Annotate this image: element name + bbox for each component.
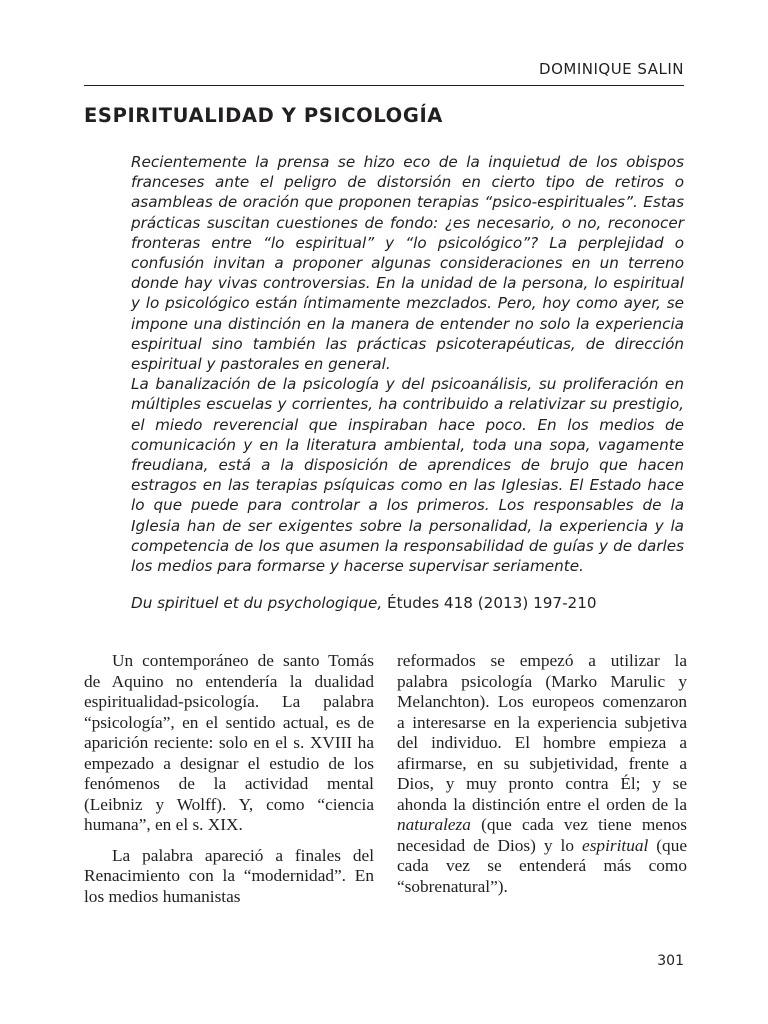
page-number: 301	[657, 953, 684, 969]
abstract-paragraph: Recientemente la prensa se hizo eco de la inquietud de los obispos franceses ante el peligro de distorsión en cierto tipo de retiros o asambleas de oración que proponen terapias “psico-espirituales”. Estas prácticas suscitan cuestiones de fondo: ¿es necesario, o no, reconocer fronteras entre “lo espiritual” y “lo psicológico”? La perplejidad o confusión invitan a proponer algunas consideraciones en un terreno donde hay vivas controversias. En la unidad de la persona, lo espiritual y lo psicológico están íntimamente mezclados. Pero, hoy como ayer, se impone una distinción en la manera de entender no solo la experiencia espiritual sino también las prácticas psicoterapéuticas, de dirección espiritual y pastorales en general.	[131, 153, 684, 374]
header-rule	[84, 85, 684, 86]
body-text: reformados se empezó a utilizar la palabra psicología (Marko Marulic y Melanchton). Los europeos comenzaron a interesarse en la experiencia subjetiva del individuo. El hombre empieza a afirmarse, en su subjetividad, frente a Dios, y muy pronto contra Él; y se ahonda la distinción entre el orden de la	[397, 651, 687, 814]
body-column-left	[84, 651, 374, 907]
emphasis-espiritual: espiritual	[582, 835, 649, 855]
article-title: ESPIRITUALIDAD Y PSICOLOGÍA	[84, 104, 443, 127]
source-title: Du spirituel et du psychologique,	[131, 594, 383, 612]
running-header-author: DOMINIQUE SALIN	[539, 60, 684, 78]
source-citation	[131, 594, 597, 612]
body-text: (que cada vez se entenderá más como “sobrenatural”).	[397, 835, 688, 896]
body-paragraph: Un contemporáneo de santo Tomás de Aquino no entendería la dualidad espiritualidad-psicología. La palabra “psicología”, en el sentido actual, es de aparición reciente: solo en el s. XVIII ha empezado a designar el estudio de los fenómenos de la actividad mental (Leibniz y Wolff). Y, como “ciencia humana”, en el s. XIX.	[84, 651, 374, 834]
abstract-paragraph: La banalización de la psicología y del psicoanálisis, su proliferación en múltiples escuelas y corrientes, ha contribuido a relativizar su prestigio, el miedo reverencial que inspiraban hace poco. En los medios de comunicación y en la literatura ambiental, toda una sopa, vagamente freudiana, está a la disposición de aprendices de brujo que hacen estragos en las terapias psíquicas como en las Iglesias. El Estado hace lo que puede para controlar a los primeros. Los responsables de la Iglesia han de ser exigentes sobre la personalidad, la experiencia y la competencia de los que asumen la responsabilidad de guías y de darles los medios para formarse y hacerse supervisar seriamente.	[131, 375, 684, 576]
body-text: (que cada vez tiene menos necesidad de Dios) y lo	[397, 815, 687, 855]
body-column-right	[397, 651, 687, 897]
source-reference: Études 418 (2013) 197-210	[387, 594, 597, 612]
body-paragraph	[397, 651, 687, 897]
emphasis-naturaleza: naturaleza	[397, 815, 471, 834]
article-abstract	[131, 152, 684, 576]
body-paragraph: La palabra apareció a finales del Renacimiento con la “modernidad”. En los medios humanistas	[84, 845, 374, 906]
